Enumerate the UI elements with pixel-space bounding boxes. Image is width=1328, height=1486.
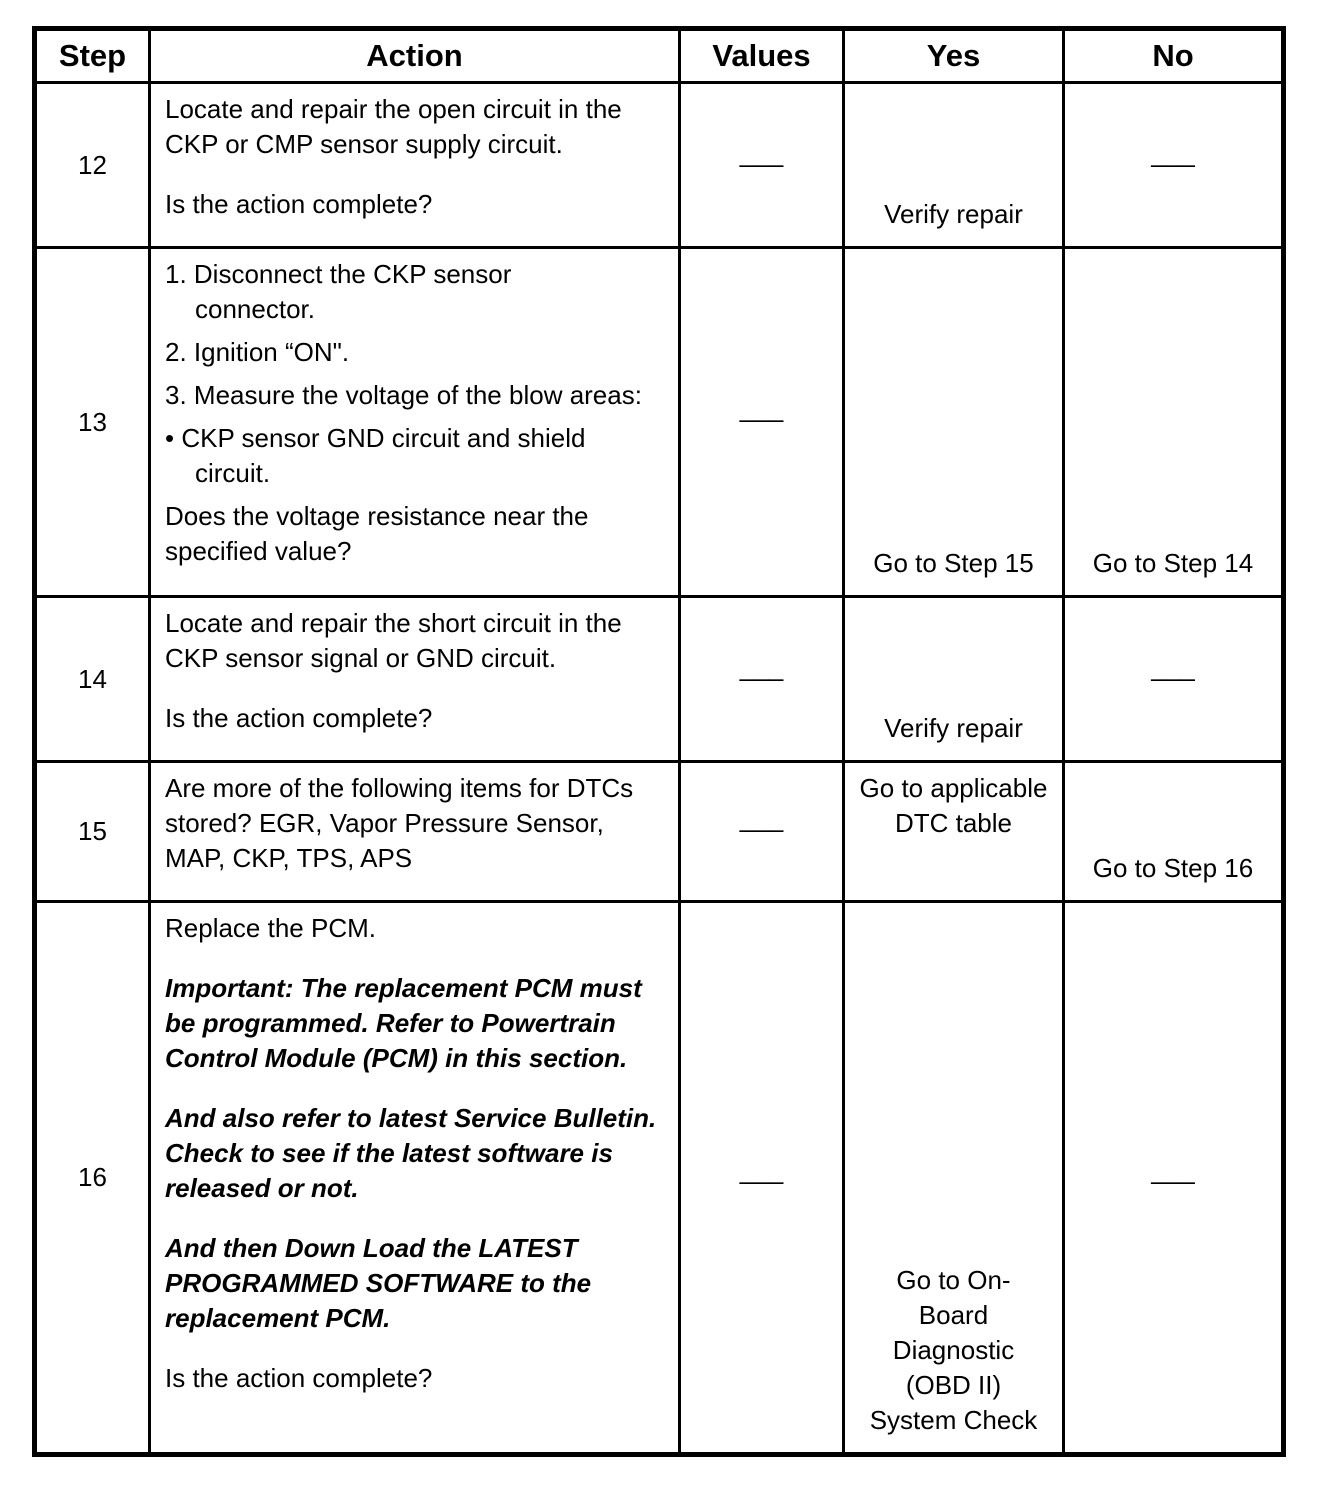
header-no: No: [1064, 29, 1284, 83]
yes-cell: [844, 248, 1064, 597]
yes-cell: [844, 83, 1064, 248]
empty-dash: ___: [739, 803, 784, 833]
action-cell: [150, 83, 680, 248]
action-cell: [150, 248, 680, 597]
empty-dash: ___: [739, 652, 784, 682]
action-text: Are more of the following items for DTCs stored? EGR, Vapor Pressure Sensor, MAP, CKP, TPS, APS: [165, 773, 634, 873]
table-row-step-13: [35, 248, 1284, 597]
action-question: Is the action complete?: [165, 189, 433, 219]
no-text: Go to Step 16: [1092, 853, 1254, 883]
action-text: Locate and repair the open circuit in the CKP or CMP sensor supply circuit.: [165, 94, 622, 159]
download-note: And then Down Load the LATEST PROGRAMMED SOFTWARE to the replacement PCM.: [165, 1233, 592, 1333]
table-row-step-16: [35, 902, 1284, 1455]
no-cell: [1064, 762, 1284, 902]
step-number: 14: [35, 597, 150, 762]
header-step: Step: [35, 29, 150, 83]
no-cell: [1064, 248, 1284, 597]
no-cell: [1064, 83, 1284, 248]
yes-cell: [844, 597, 1064, 762]
action-item-1-cont: connector.: [195, 294, 315, 324]
header-values: Values: [680, 29, 844, 83]
action-item-3: 3. Measure the voltage of the blow areas:: [165, 380, 642, 410]
step-number: 12: [35, 83, 150, 248]
yes-text: Verify repair: [884, 713, 1023, 743]
empty-dash: ___: [739, 1155, 784, 1185]
header-yes: Yes: [844, 29, 1064, 83]
header-row: [35, 29, 1284, 83]
service-bulletin-note: And also refer to latest Service Bulletin. Check to see if the latest software is released or not.: [165, 1103, 657, 1203]
action-question: Does the voltage resistance near the specified value?: [165, 501, 589, 566]
diagnostic-table: [32, 26, 1286, 1457]
empty-dash: ___: [739, 138, 784, 168]
values-cell: [680, 83, 844, 248]
action-bullet-cont: circuit.: [195, 458, 271, 488]
yes-text: Verify repair: [884, 199, 1023, 229]
action-bullet: • CKP sensor GND circuit and shield: [165, 423, 586, 453]
yes-text: Go to Step 15: [873, 548, 1034, 578]
action-cell: [150, 902, 680, 1455]
action-text: Locate and repair the short circuit in the CKP sensor signal or GND circuit.: [165, 608, 622, 673]
action-item-1: 1. Disconnect the CKP sensor: [165, 259, 512, 289]
no-cell: [1064, 597, 1284, 762]
empty-dash: ___: [1151, 652, 1195, 682]
action-question: Is the action complete?: [165, 1363, 433, 1393]
step-number: 15: [35, 762, 150, 902]
important-note: Important: The replacement PCM must be programmed. Refer to Powertrain Control Module (PCM) in this section.: [165, 973, 642, 1073]
action-cell: [150, 597, 680, 762]
empty-dash: ___: [1151, 138, 1195, 168]
header-action: Action: [150, 29, 680, 83]
step-number: 16: [35, 902, 150, 1455]
yes-cell: [844, 902, 1064, 1455]
action-text: Replace the PCM.: [165, 913, 376, 943]
step-number: 13: [35, 248, 150, 597]
empty-dash: ___: [1151, 1155, 1195, 1185]
values-cell: [680, 902, 844, 1455]
table-row-step-14: [35, 597, 1284, 762]
table-row-step-12: [35, 83, 1284, 248]
yes-text: Go to applicable DTC table: [859, 773, 1048, 838]
no-cell: [1064, 902, 1284, 1455]
values-cell: [680, 597, 844, 762]
no-text: Go to Step 14: [1092, 548, 1254, 578]
action-cell: [150, 762, 680, 902]
values-cell: [680, 762, 844, 902]
action-question: Is the action complete?: [165, 703, 433, 733]
empty-dash: ___: [739, 393, 784, 423]
values-cell: [680, 248, 844, 597]
table-row-step-15: [35, 762, 1284, 902]
action-item-2: 2. Ignition “ON".: [165, 337, 350, 367]
yes-cell: [844, 762, 1064, 902]
yes-text: Go to On-Board Diagnostic (OBD II) System Check: [869, 1265, 1038, 1435]
